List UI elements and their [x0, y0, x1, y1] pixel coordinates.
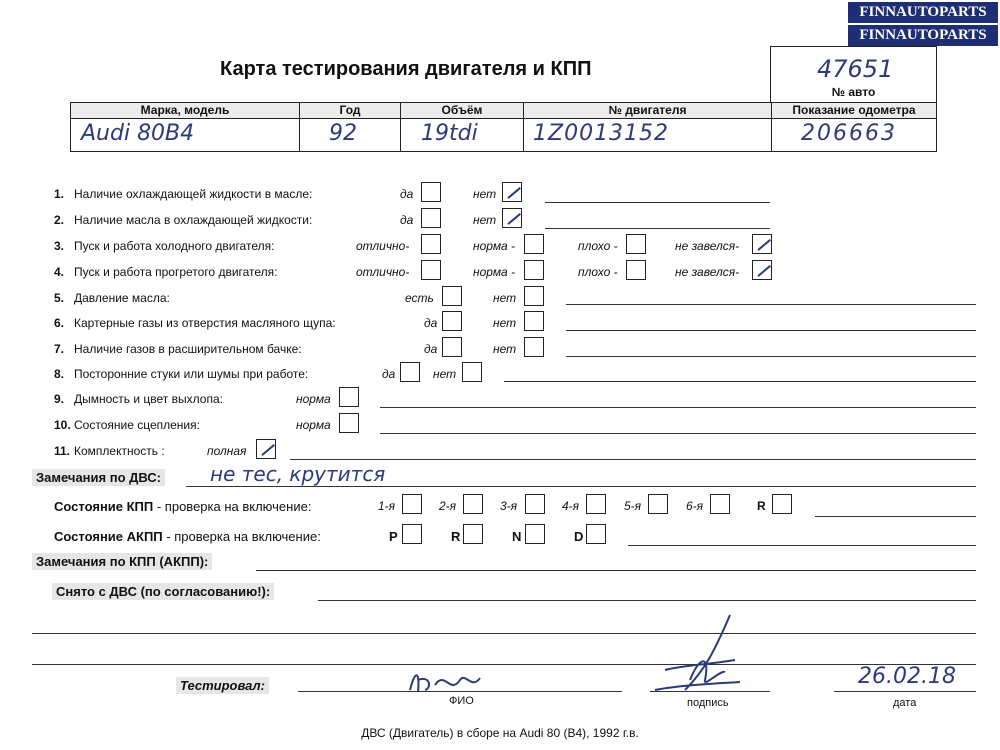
option-label: полная — [207, 444, 247, 458]
col-header-volume: Объём — [401, 103, 524, 119]
option-label: нет — [473, 213, 497, 227]
kpp-title: Состояние КПП — [54, 499, 154, 514]
date-label: дата — [893, 697, 917, 709]
question-number: 4. — [54, 265, 65, 279]
option-label: отлично- — [356, 239, 410, 253]
checkbox-q7-yes[interactable] — [442, 337, 462, 357]
option-label: да — [382, 367, 396, 381]
answer-line — [32, 633, 976, 634]
date-value: 26.02.18 — [858, 664, 956, 689]
col-header-model: Марка, модель — [71, 103, 300, 119]
odometer-value: 206663 — [801, 121, 897, 146]
mode-label: D — [574, 529, 584, 544]
checkbox-q4-normal[interactable] — [524, 260, 544, 280]
option-label: плохо - — [578, 239, 618, 253]
option-label: да — [400, 187, 414, 201]
engine-number-value: 1Z0013152 — [533, 121, 670, 146]
gear-label: 5-я — [624, 499, 642, 513]
checkbox-q4-bad[interactable] — [626, 260, 646, 280]
gear-label: R — [757, 499, 766, 513]
watermark-line-2: FINNAUTOPARTS — [848, 25, 998, 46]
gear-label: 6-я — [686, 499, 704, 513]
checkbox-q1-yes[interactable] — [421, 182, 441, 202]
option-label: не завелся- — [675, 239, 740, 253]
answer-line — [628, 545, 976, 546]
option-label: нет — [433, 367, 457, 381]
checkbox-q6-yes[interactable] — [442, 311, 462, 331]
signature-mark — [645, 610, 755, 700]
checkbox-gear-3[interactable] — [525, 494, 545, 514]
col-header-engine-no: № двигателя — [524, 103, 772, 119]
gear-label: 3-я — [500, 499, 518, 513]
checkbox-q3-bad[interactable] — [626, 234, 646, 254]
option-label: норма - — [473, 239, 516, 253]
question-text: Состояние сцепления: — [74, 418, 200, 432]
answer-line — [545, 228, 770, 229]
answer-line — [32, 664, 976, 665]
option-label: нет — [493, 291, 517, 305]
question-text: Картерные газы из отверстия масляного щупа: — [74, 316, 336, 330]
watermark-line-1: FINNAUTOPARTS — [848, 2, 998, 23]
option-label: норма — [296, 392, 331, 406]
akpp-label — [54, 529, 321, 544]
header-table — [70, 102, 937, 152]
checkbox-q8-no[interactable] — [462, 362, 482, 382]
checkbox-q8-yes[interactable] — [400, 362, 420, 382]
option-label: не завелся- — [675, 265, 740, 279]
mode-label: R — [451, 529, 461, 544]
option-label: да — [424, 342, 438, 356]
option-label: норма - — [473, 265, 516, 279]
checkbox-q3-no-start[interactable] — [752, 234, 772, 254]
checkbox-gear-r[interactable] — [772, 494, 792, 514]
question-text: Дымность и цвет выхлопа: — [74, 392, 223, 406]
fio-handwriting — [400, 660, 490, 700]
auto-number-label: № авто — [831, 85, 876, 99]
question-text: Наличие охлаждающей жидкости в масле: — [74, 187, 313, 201]
question-number: 8. — [54, 367, 65, 381]
answer-line — [566, 330, 976, 331]
caption: ДВС (Двигатель) в сборе на Audi 80 (B4), 1992 г.в. — [361, 726, 639, 740]
checkbox-q3-normal[interactable] — [524, 234, 544, 254]
fio-label: ФИО — [449, 695, 474, 707]
answer-line — [318, 600, 976, 601]
option-label: нет — [493, 316, 517, 330]
option-label: плохо - — [578, 265, 618, 279]
kpp-label — [54, 499, 311, 514]
divider — [299, 119, 300, 151]
watermark-badge — [848, 2, 998, 48]
question-number: 7. — [54, 342, 65, 356]
answer-line — [256, 570, 976, 571]
checkbox-q3-excellent[interactable] — [421, 234, 441, 254]
question-number: 3. — [54, 239, 65, 253]
remarks-engine-value: не тес, крутится — [210, 462, 386, 486]
auto-number-value: 47651 — [817, 55, 894, 83]
volume-value: 19tdi — [421, 121, 478, 146]
question-text: Посторонние стуки или шумы при работе: — [74, 367, 309, 381]
checkbox-gear-1[interactable] — [402, 494, 422, 514]
col-header-odometer: Показание одометра — [772, 103, 936, 119]
checkbox-q1-no[interactable] — [502, 182, 522, 202]
year-value: 92 — [329, 121, 357, 146]
gear-label: 2-я — [439, 499, 457, 513]
kpp-rest: - проверка на включение: — [153, 499, 312, 514]
checkbox-q2-no[interactable] — [502, 208, 522, 228]
checkbox-q2-yes[interactable] — [421, 208, 441, 228]
checkbox-gear-4[interactable] — [586, 494, 606, 514]
auto-number-box — [770, 46, 937, 103]
answer-line — [186, 486, 976, 487]
question-number: 5. — [54, 291, 65, 305]
option-label: есть — [405, 291, 434, 305]
answer-line — [504, 381, 976, 382]
model-value: Audi 80B4 — [81, 121, 195, 146]
checkbox-mode-n[interactable] — [525, 524, 545, 544]
mode-label: P — [389, 529, 398, 544]
option-label: да — [424, 316, 438, 330]
checkbox-q11-complete[interactable] — [256, 439, 276, 459]
answer-line — [566, 304, 976, 305]
question-number: 9. — [54, 392, 65, 406]
option-label: норма — [296, 418, 331, 432]
remarks-kpp-label: Замечания по КПП (АКПП): — [32, 553, 212, 570]
checkbox-mode-d[interactable] — [586, 524, 606, 544]
answer-line — [380, 433, 976, 434]
question-number: 6. — [54, 316, 65, 330]
checkbox-gear-2[interactable] — [463, 494, 483, 514]
answer-line — [815, 516, 976, 517]
divider — [523, 119, 524, 151]
question-number: 1. — [54, 187, 65, 201]
answer-line — [380, 407, 976, 408]
option-label: нет — [473, 187, 497, 201]
answer-line — [290, 459, 976, 460]
page-title: Карта тестирования двигателя и КПП — [220, 58, 592, 80]
tested-label: Тестировал: — [176, 677, 269, 694]
checkbox-q7-no[interactable] — [524, 337, 544, 357]
removed-label: Снято с ДВС (по согласованию!): — [52, 583, 274, 600]
gear-label: 4-я — [562, 499, 580, 513]
question-text: Пуск и работа прогретого двигателя: — [74, 265, 278, 279]
checkbox-q5-no[interactable] — [524, 286, 544, 306]
date-line — [834, 691, 976, 692]
option-label: нет — [493, 342, 517, 356]
mode-label: N — [512, 529, 522, 544]
akpp-rest: - проверка на включение: — [162, 529, 321, 544]
akpp-title: Состояние АКПП — [54, 529, 163, 544]
checkbox-q4-no-start[interactable] — [752, 260, 772, 280]
answer-line — [545, 202, 770, 203]
question-number: 10. — [54, 418, 71, 432]
divider — [400, 119, 401, 151]
checkbox-q9-normal[interactable] — [339, 387, 359, 407]
question-text: Наличие газов в расширительном бачке: — [74, 342, 302, 356]
question-number: 11. — [54, 444, 71, 458]
answer-line — [566, 356, 976, 357]
checkbox-q10-normal[interactable] — [339, 413, 359, 433]
signature-label: подпись — [687, 697, 729, 709]
option-label: отлично- — [356, 265, 410, 279]
checkbox-q4-excellent[interactable] — [421, 260, 441, 280]
question-text: Наличие масла в охлаждающей жидкости: — [74, 213, 313, 227]
question-text: Пуск и работа холодного двигателя: — [74, 239, 275, 253]
checkbox-mode-p[interactable] — [402, 524, 422, 544]
col-header-year: Год — [300, 103, 401, 119]
checkbox-gear-5[interactable] — [648, 494, 668, 514]
checkbox-gear-6[interactable] — [710, 494, 730, 514]
checkbox-q5-yes[interactable] — [442, 286, 462, 306]
remarks-engine-label: Замечания по ДВС: — [32, 469, 165, 486]
option-label: да — [400, 213, 414, 227]
checkbox-q6-no[interactable] — [524, 311, 544, 331]
question-text: Комплектность : — [74, 444, 165, 458]
question-number: 2. — [54, 213, 65, 227]
divider — [771, 119, 772, 151]
checkbox-mode-r[interactable] — [463, 524, 483, 544]
question-text: Давление масла: — [74, 291, 170, 305]
gear-label: 1-я — [378, 499, 396, 513]
